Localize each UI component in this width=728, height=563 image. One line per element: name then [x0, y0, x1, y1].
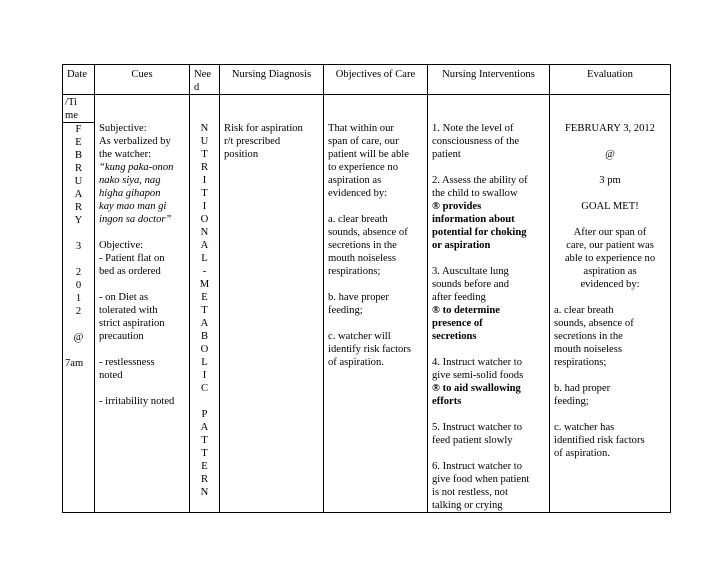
- need-letter: I: [202, 201, 207, 212]
- intervention-line: after feeding: [432, 292, 486, 303]
- objectives-cell: [324, 95, 428, 513]
- need-letter: N: [200, 487, 209, 498]
- quote-line: “kung paka-onon: [99, 162, 174, 173]
- need-letter: T: [201, 448, 208, 459]
- evaluation-summary: [554, 226, 666, 291]
- need-letter: O: [200, 214, 209, 225]
- objective-cue-line: strict aspiration: [99, 318, 165, 329]
- need-letter: R: [200, 474, 209, 485]
- need-letter: T: [201, 188, 208, 199]
- header-interventions: Nursing Interventions: [428, 65, 550, 95]
- rationale-line: secretions: [432, 331, 477, 342]
- year-letter: 1: [75, 293, 82, 304]
- need-cell: [190, 95, 220, 513]
- intervention-line: 6. Instruct watcher to: [432, 461, 523, 472]
- verbalized-line: the watcher:: [99, 149, 152, 160]
- objective-intro-line: That within our: [328, 123, 394, 134]
- date-time-cell: [63, 95, 95, 513]
- evaluation-item-line: sounds, absence of: [554, 318, 634, 329]
- intervention-line: 1. Note the level of: [432, 123, 514, 134]
- date-at-sign: @: [73, 332, 84, 343]
- month-letter: R: [74, 202, 83, 213]
- need-letter: M: [199, 279, 210, 290]
- intervention-line: talking or crying: [432, 500, 503, 511]
- intervention-line: the child to swallow: [432, 188, 518, 199]
- rationale-line: efforts: [432, 396, 462, 407]
- nursing-care-plan-table: [62, 64, 671, 513]
- objective-items: [99, 252, 185, 408]
- objective-item-line: of aspiration.: [328, 357, 384, 368]
- objective-intro-line: aspiration as: [328, 175, 382, 186]
- rationale-line: ® provides: [432, 201, 482, 212]
- month-letter: E: [75, 137, 82, 148]
- header-evaluation: Evaluation: [550, 65, 671, 95]
- intervention-line: give food when patient: [432, 474, 530, 485]
- cues-cell: [95, 95, 190, 513]
- intervention-line: patient: [432, 149, 461, 160]
- verbalized-line: As verbalized by: [99, 136, 171, 147]
- need-letter: [192, 395, 217, 408]
- objective-cue-line: - Patient flat on: [99, 253, 165, 264]
- objective-item-line: respirations;: [328, 266, 381, 277]
- evaluation-item-line: of aspiration.: [554, 448, 610, 459]
- need-letter: U: [200, 136, 209, 147]
- evaluation-summary-line: After our span of: [573, 227, 647, 238]
- objective-item-line: sounds, absence of: [328, 227, 408, 238]
- need-letter: T: [201, 305, 208, 316]
- need-letter: A: [200, 318, 209, 329]
- day-letter: 3: [75, 241, 82, 252]
- objective-item-line: identify risk factors: [328, 344, 411, 355]
- year-letter: 2: [75, 267, 82, 278]
- header-objectives: Objectives of Care: [324, 65, 428, 95]
- header-need: [190, 65, 220, 95]
- need-letter: L: [201, 253, 208, 264]
- intervention-line: consciousness of the: [432, 136, 520, 147]
- evaluation-summary-line: evidenced by:: [580, 279, 640, 290]
- rationale-line: potential for choking: [432, 227, 527, 238]
- objective-cue-line: - restlessness: [99, 357, 155, 368]
- subjective-quote: [99, 161, 185, 226]
- objective-cue-line: precaution: [99, 331, 144, 342]
- evaluation-item-line: a. clear breath: [554, 305, 614, 316]
- evaluation-summary-line: aspiration as: [583, 266, 637, 277]
- evaluation-item-line: b. had proper: [554, 383, 611, 394]
- month-letter: A: [74, 189, 83, 200]
- evaluation-cell: [550, 95, 671, 513]
- quote-line: nako siya, nag: [99, 175, 161, 186]
- objective-item-line: a. clear breath: [328, 214, 388, 225]
- objective-intro-line: patient will be able: [328, 149, 409, 160]
- objective-cue-line: tolerated with: [99, 305, 158, 316]
- objective-item-line: mouth noiseless: [328, 253, 396, 264]
- need-letter: -: [202, 266, 207, 277]
- rationale-line: presence of: [432, 318, 483, 329]
- header-need-text: Need: [194, 69, 212, 93]
- interventions-list: [432, 122, 545, 512]
- need-letter: A: [200, 240, 209, 251]
- need-letter: A: [200, 422, 209, 433]
- evaluation-item-line: c. watcher has: [554, 422, 615, 433]
- month-letter: U: [74, 176, 83, 187]
- rationale-line: or aspiration: [432, 240, 491, 251]
- need-letter: N: [200, 227, 209, 238]
- care-plan-row: [63, 95, 671, 513]
- need-letter: O: [200, 344, 209, 355]
- rationale-line: ® to aid swallowing: [432, 383, 521, 394]
- month-letter: B: [74, 150, 83, 161]
- evaluation-summary-line: care, our patient was: [566, 240, 654, 251]
- need-letter: R: [200, 162, 209, 173]
- header-date-line-3: me: [63, 109, 94, 123]
- need-letter: E: [201, 292, 208, 303]
- intervention-line: sounds before and: [432, 279, 510, 290]
- objective-cue-line: - irritability noted: [99, 396, 175, 407]
- intervention-line: 3. Auscultate lung: [432, 266, 509, 277]
- objective-label: Objective:: [99, 240, 144, 251]
- objective-intro-line: evidenced by:: [328, 188, 388, 199]
- evaluation-status: GOAL MET!: [581, 201, 639, 212]
- header-cues: Cues: [95, 65, 190, 95]
- diagnosis-line: position: [224, 149, 259, 160]
- header-date-time: [63, 65, 95, 95]
- need-letter: I: [202, 370, 207, 381]
- need-letters: [192, 122, 217, 499]
- diagnosis-cell: [220, 95, 324, 513]
- evaluation-item-line: feeding;: [554, 396, 589, 407]
- evaluation-item-line: identified risk factors: [554, 435, 645, 446]
- rationale-line: information about: [432, 214, 515, 225]
- need-letter: T: [201, 149, 208, 160]
- evaluation-items: [554, 304, 666, 460]
- evaluation-item-line: mouth noiseless: [554, 344, 622, 355]
- intervention-line: give semi-solid foods: [432, 370, 524, 381]
- month-letters: [65, 123, 92, 227]
- quote-line: ingon sa doctor”: [99, 214, 172, 225]
- year-letter: 0: [75, 280, 82, 291]
- diagnosis-text: [224, 122, 319, 161]
- verbalized-text: [99, 135, 185, 161]
- need-letter: I: [202, 175, 207, 186]
- date-time: 7am: [65, 358, 84, 369]
- year-letter: 2: [75, 306, 82, 317]
- evaluation-at-sign: @: [605, 149, 615, 160]
- evaluation-time: 3 pm: [599, 175, 621, 186]
- objective-item-line: c. watcher will: [328, 331, 391, 342]
- quote-line: higha gihapon: [99, 188, 161, 199]
- need-letter: C: [200, 383, 209, 394]
- interventions-cell: [428, 95, 550, 513]
- month-letter: F: [75, 124, 82, 135]
- month-letter: Y: [74, 215, 83, 226]
- need-letter: T: [201, 435, 208, 446]
- header-row: [63, 65, 671, 95]
- evaluation-summary-line: able to experience no: [564, 253, 656, 264]
- evaluation-item-line: secretions in the: [554, 331, 623, 342]
- objective-intro-line: span of care, our: [328, 136, 399, 147]
- need-letter: N: [200, 123, 209, 134]
- month-letter: R: [74, 163, 83, 174]
- objectives-items: [328, 200, 423, 369]
- header-diagnosis: Nursing Diagnosis: [220, 65, 324, 95]
- intervention-line: 2. Assess the ability of: [432, 175, 528, 186]
- need-letter: L: [201, 357, 208, 368]
- header-date-line: Date: [67, 69, 87, 80]
- objective-item-line: secretions in the: [328, 240, 397, 251]
- objective-cue-line: - on Diet as: [99, 292, 149, 303]
- header-date-line-2: /Ti: [65, 97, 77, 108]
- evaluation-date: FEBRUARY 3, 2012: [565, 123, 655, 134]
- diagnosis-line: r/t prescribed: [224, 136, 281, 147]
- objective-intro-line: to experience no: [328, 162, 399, 173]
- intervention-line: feed patient slowly: [432, 435, 513, 446]
- day-letters: [65, 240, 92, 253]
- intervention-line: 5. Instruct watcher to: [432, 422, 523, 433]
- evaluation-item-line: respirations;: [554, 357, 607, 368]
- need-letter: E: [201, 461, 208, 472]
- intervention-line: 4. Instruct watcher to: [432, 357, 523, 368]
- objective-cue-line: noted: [99, 370, 123, 381]
- diagnosis-line: Risk for aspiration: [224, 123, 303, 134]
- intervention-line: is not restless, not: [432, 487, 508, 498]
- objectives-intro: [328, 122, 423, 200]
- objective-item-line: feeding;: [328, 305, 363, 316]
- subjective-label: Subjective:: [99, 123, 147, 134]
- need-letter: B: [200, 331, 209, 342]
- year-letters: [65, 266, 92, 318]
- need-letter: P: [201, 409, 208, 420]
- quote-line: kay mao man gi: [99, 201, 167, 212]
- objective-item-line: b. have proper: [328, 292, 389, 303]
- objective-cue-line: bed as ordered: [99, 266, 161, 277]
- rationale-line: ® to determine: [432, 305, 500, 316]
